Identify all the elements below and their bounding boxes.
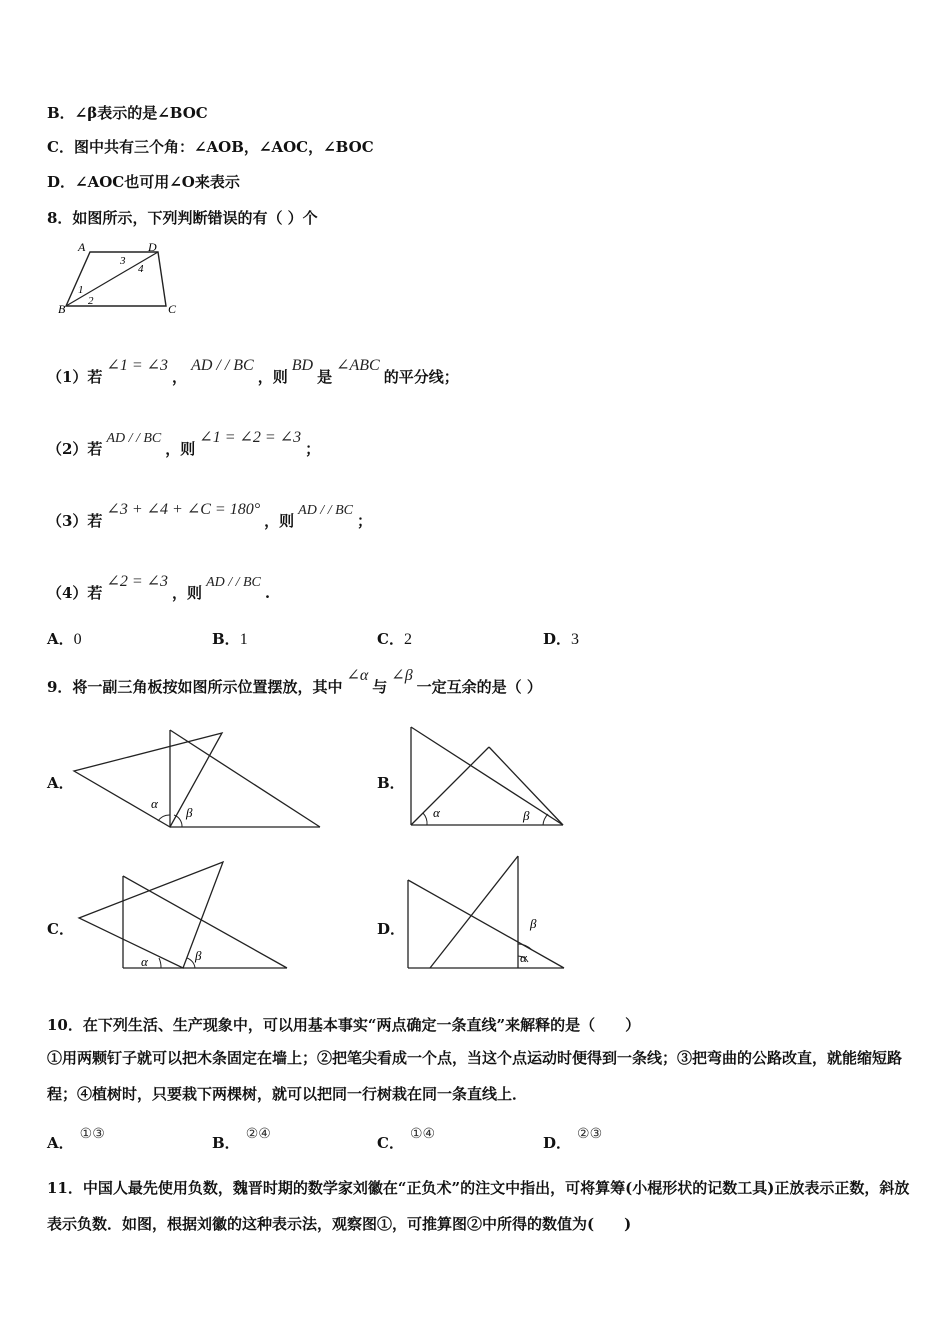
q9-option-a: A． (47, 774, 74, 792)
q9-option-c: C． (47, 920, 74, 938)
q8-statement-4: （4）若∠2 = ∠3，则AD / / BC. (47, 573, 271, 602)
q8-stem: 8．如图所示，下列判断错误的有（ ）个 (47, 209, 318, 227)
alpha-label: α (520, 950, 527, 965)
q8-option-b: B．1 (212, 630, 248, 648)
alpha-label: α (433, 805, 440, 820)
label-a: A (78, 240, 86, 254)
q10-stem: 10．在下列生活、生产现象中，可以用基本事实“两点确定一条直线”来解释的是（ ） (47, 1016, 641, 1034)
beta-label: β (195, 948, 202, 963)
label-b: B (58, 302, 66, 316)
q8-statement-2: （2）若AD / / BC，则∠1 = ∠2 = ∠3； (47, 429, 321, 458)
q8-option-d: D．3 (543, 630, 580, 648)
q7-option-c: C．图中共有三个角：∠AOB，∠AOC，∠BOC (47, 138, 374, 156)
q7-option-b: B．∠β表示的是∠BOC (47, 104, 208, 122)
beta-label: β (523, 808, 530, 823)
q8-option-a: A．0 (47, 630, 82, 648)
q9-figure-c (75, 858, 295, 973)
q8-option-c: C．2 (377, 630, 412, 648)
alpha-label: α (141, 954, 148, 969)
q10-option-d: D． ②③ (543, 1126, 603, 1152)
q10-option-b: B． ②④ (212, 1126, 271, 1152)
q10-body: ①用两颗钉子就可以把木条固定在墙上；②把笔尖看成一个点，当这个点运动时便得到一条线；③把弯曲的公路改直，就能缩短路程；④植树时，只要栽下两棵树，就可以把同一行树栽在同一条直线上． (47, 1049, 903, 1103)
label-3: 3 (120, 255, 126, 267)
q8-statement-1: （1）若∠1 = ∠3，AD / / BC，则BD是∠ABC的平分线； (47, 357, 459, 386)
q8-trapezoid-figure (58, 240, 198, 316)
q10-option-a: A． ①③ (47, 1126, 105, 1152)
q9-stem: 9．将一副三角板按如图所示位置摆放，其中∠α与∠β一定互余的是（ ） (47, 667, 542, 696)
q9-option-b: B． (377, 774, 405, 792)
q9-figure-d (402, 852, 572, 974)
label-d: D (148, 240, 157, 254)
q9-figure-a (70, 725, 325, 830)
q7-option-d: D．∠AOC也可用∠O来表示 (47, 173, 240, 191)
label-1: 1 (78, 284, 84, 296)
q9-figure-b (405, 722, 570, 832)
q8-statement-3: （3）若∠3 + ∠4 + ∠C = 180°，则AD / / BC； (47, 501, 372, 530)
label-2: 2 (88, 295, 94, 307)
alpha-label: α (151, 796, 158, 811)
q10-option-c: C． ①④ (377, 1126, 436, 1152)
q9-option-d: D． (377, 920, 406, 938)
label-c: C (168, 302, 177, 316)
label-4: 4 (138, 263, 144, 275)
beta-label: β (186, 805, 193, 820)
q11-text: 11．中国人最先使用负数，魏晋时期的数学家刘徽在“正负术”的注文中指出，可将算筹(小棍形状的记数工具)正放表示正数，斜放表示负数．如图，根据刘徽的这种表示法，观察图①，可推算图②中所得的数值为( ) (47, 1179, 910, 1233)
beta-label: β (530, 916, 537, 931)
